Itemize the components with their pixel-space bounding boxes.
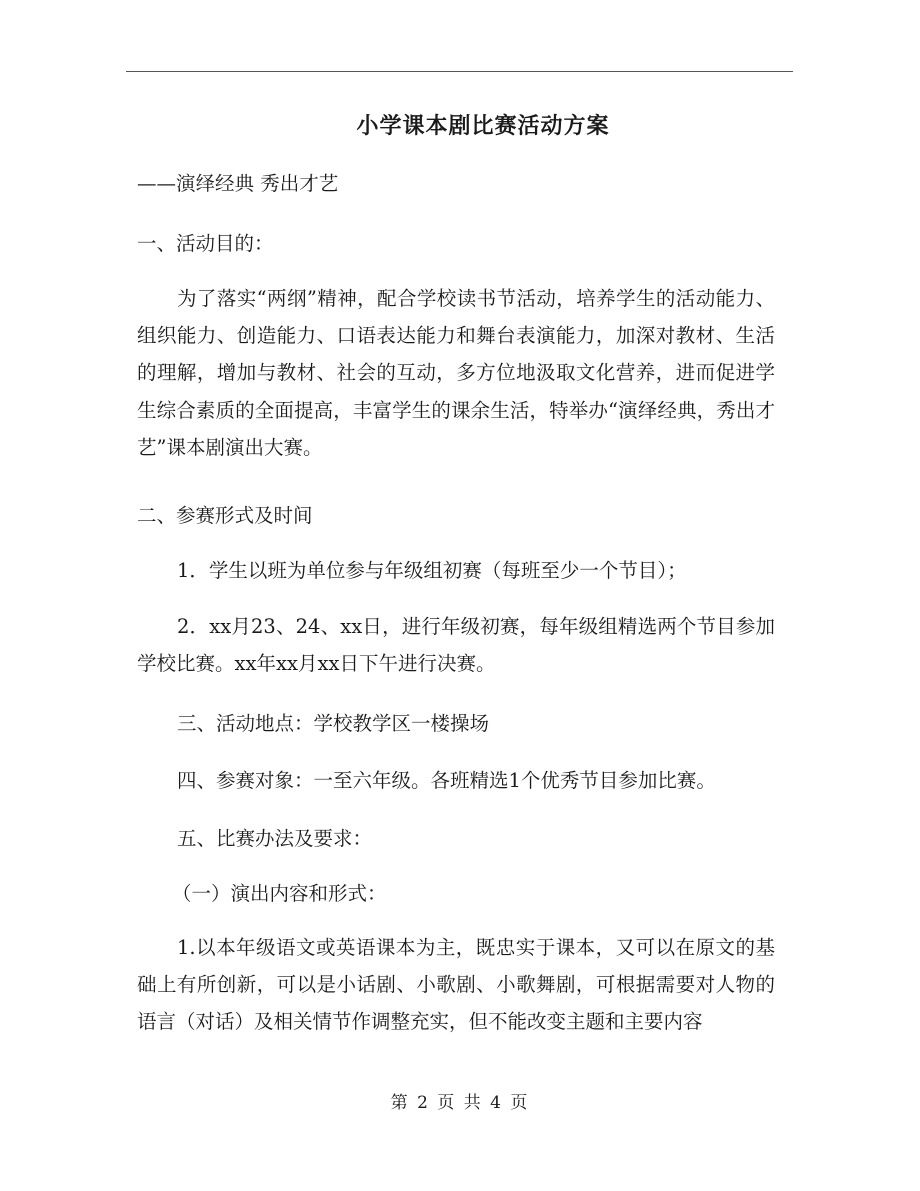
- participants-line: 四、参赛对象：一至六年级。各班精选1个优秀节目参加比赛。: [177, 769, 716, 792]
- content-item-1: 1.以本年级语文或英语课本为主，既忠实于课本，又可以在原文的基础上有所创新，可以是小话剧、小歌剧、小歌舞剧，可根据需要对人物的语言（对话）及相关情节作调整充实，但不能改变主题和主要内容: [137, 936, 775, 1034]
- format-item-2: 2．xx月23、24、xx日，进行年级初赛，每年级组精选两个节目参加学校比赛。xx年xx月xx日下午进行决赛。: [137, 615, 775, 676]
- format-heading: 二、参赛形式及时间: [137, 504, 313, 527]
- purpose-heading: 一、活动目的：: [137, 232, 274, 255]
- format-item-1: 1．学生以班为单位参与年级组初赛（每班至少一个节目）；: [177, 559, 687, 582]
- subtitle: ——演绎经典 秀出才艺: [137, 172, 339, 195]
- purpose-paragraph: 为了落实“两纲”精神，配合学校读书节活动，培养学生的活动能力、组织能力、创造能力、口语表达能力和舞台表演能力，加深对教材、生活的理解，增加与教材、社会的互动，多方位地汲取文化营养，进而促进学生综合素质的全面提高，丰富学生的课余生活，特举办“演绎经典，秀出才艺”课本剧演出大赛。: [137, 287, 775, 459]
- header-rule: [126, 71, 793, 72]
- page-footer: 第 2 页 共 4 页: [390, 1093, 530, 1113]
- content-subheading: （一）演出内容和形式：: [172, 882, 387, 905]
- document-title: 小学课本剧比赛活动方案: [356, 113, 610, 139]
- rules-heading: 五、比赛办法及要求：: [177, 827, 373, 850]
- location-line: 三、活动地点：学校教学区一楼操场: [177, 712, 490, 735]
